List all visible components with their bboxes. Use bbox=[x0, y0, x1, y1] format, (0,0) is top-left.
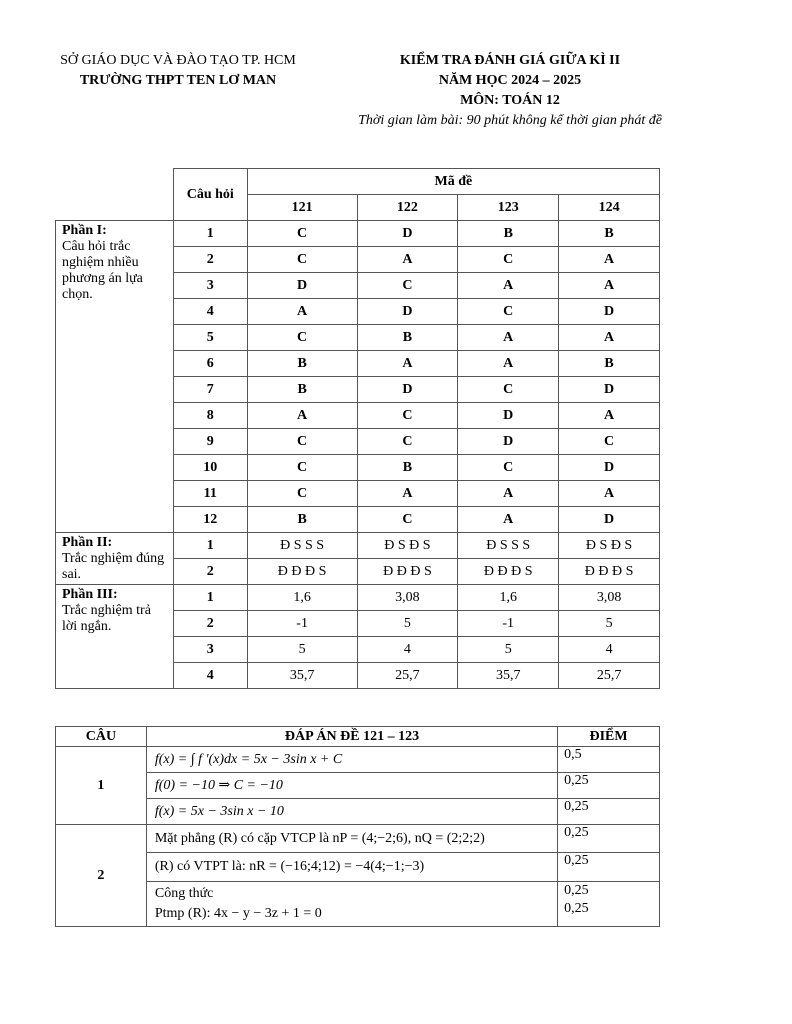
answer-cell: C bbox=[357, 273, 458, 299]
solution-step bbox=[146, 747, 557, 773]
question-number: 2 bbox=[173, 559, 247, 585]
solution-table bbox=[55, 726, 660, 927]
answer-cell: C bbox=[357, 429, 458, 455]
answer-cell: C bbox=[247, 455, 357, 481]
question-number: 4 bbox=[173, 299, 247, 325]
answer-cell: B bbox=[357, 455, 458, 481]
answer-cell: D bbox=[458, 429, 559, 455]
question-header: Câu hỏi bbox=[173, 169, 247, 221]
question-number: 1 bbox=[173, 585, 247, 611]
answer-cell: 5 bbox=[357, 611, 458, 637]
answer-cell: D bbox=[357, 221, 458, 247]
answer-cell: 5 bbox=[559, 611, 660, 637]
section-description: Câu hỏi trắc nghiệm nhiều phương án lựa chọn. bbox=[62, 239, 143, 302]
question-number: 8 bbox=[173, 403, 247, 429]
time-limit: Thời gian làm bài: 90 phút không kể thời gian phát đề bbox=[358, 113, 662, 128]
step-points: 0,25 bbox=[558, 799, 660, 825]
col-answer-header: ĐÁP ÁN ĐỀ 121 – 123 bbox=[146, 727, 557, 747]
answer-cell: D bbox=[247, 273, 357, 299]
answer-cell: A bbox=[247, 299, 357, 325]
answer-cell: A bbox=[458, 325, 559, 351]
section-label bbox=[56, 585, 174, 689]
answer-cell: 35,7 bbox=[247, 663, 357, 689]
answer-cell: C bbox=[247, 247, 357, 273]
step-points: 0,5 bbox=[558, 747, 660, 773]
step-points: 0,25 bbox=[558, 773, 660, 799]
answer-cell: 1,6 bbox=[458, 585, 559, 611]
question-number: 7 bbox=[173, 377, 247, 403]
question-number: 6 bbox=[173, 351, 247, 377]
answer-cell: C bbox=[247, 325, 357, 351]
answer-row bbox=[56, 585, 660, 611]
school-year: NĂM HỌC 2024 – 2025 bbox=[438, 73, 582, 88]
question-number: 2 bbox=[56, 825, 147, 927]
solution-row bbox=[56, 853, 660, 882]
section-label bbox=[56, 221, 174, 533]
answer-cell: B bbox=[247, 507, 357, 533]
answer-cell: A bbox=[458, 481, 559, 507]
answer-cell: A bbox=[458, 351, 559, 377]
school-name: TRƯỜNG THPT TEN LƠ MAN bbox=[79, 73, 277, 88]
exam-code-header: Mã đề bbox=[247, 169, 659, 195]
question-number: 9 bbox=[173, 429, 247, 455]
math-expression: f(x) = ∫ f ′(x)dx = 5x − 3sin x + C bbox=[154, 751, 343, 767]
question-number: 3 bbox=[173, 273, 247, 299]
plane-equation: Ptmp (R): 4x − y − 3z + 1 = 0 bbox=[154, 906, 322, 921]
answer-cell: C bbox=[458, 247, 559, 273]
answer-cell: D bbox=[357, 377, 458, 403]
answer-cell: 4 bbox=[357, 637, 458, 663]
answer-cell: 1,6 bbox=[247, 585, 357, 611]
answer-cell: C bbox=[247, 481, 357, 507]
answer-cell: C bbox=[357, 403, 458, 429]
section-title: Phần I: bbox=[62, 223, 107, 238]
math-expression: Mặt phẳng (R) có cặp VTCP là nP = (4;−2;6), nQ = (2;2;2) bbox=[154, 830, 485, 846]
answer-cell: 5 bbox=[458, 637, 559, 663]
answer-cell: 3,08 bbox=[357, 585, 458, 611]
solution-step bbox=[146, 853, 557, 882]
answer-cell: B bbox=[247, 351, 357, 377]
solution-row bbox=[56, 799, 660, 825]
question-number: 10 bbox=[173, 455, 247, 481]
header-left bbox=[28, 51, 328, 91]
subject: MÔN: TOÁN 12 bbox=[460, 93, 560, 108]
math-expression: f(0) = −10 ⇒ C = −10 bbox=[154, 778, 283, 793]
answer-cell: Đ Đ Đ S bbox=[247, 559, 357, 585]
answer-cell: C bbox=[458, 299, 559, 325]
solution-header-row bbox=[56, 727, 660, 747]
section-title: Phần III: bbox=[62, 587, 118, 602]
step-points: 0,25 bbox=[558, 853, 660, 882]
answer-cell: A bbox=[559, 273, 660, 299]
exam-title: KIỂM TRA ĐÁNH GIÁ GIỮA KÌ II bbox=[399, 53, 621, 68]
answer-cell: B bbox=[357, 325, 458, 351]
formula-label: Công thức bbox=[154, 886, 214, 901]
question-number: 11 bbox=[173, 481, 247, 507]
answer-cell: C bbox=[247, 429, 357, 455]
header-right bbox=[330, 51, 690, 131]
empty-corner bbox=[56, 169, 174, 221]
answer-cell: A bbox=[357, 481, 458, 507]
answer-cell: D bbox=[458, 403, 559, 429]
answer-cell: Đ Đ Đ S bbox=[458, 559, 559, 585]
answer-cell: D bbox=[559, 299, 660, 325]
answer-cell: C bbox=[247, 221, 357, 247]
step-points: 0,25 bbox=[564, 883, 589, 898]
section-description: Trắc nghiệm trả lời ngắn. bbox=[62, 603, 151, 634]
answer-cell: A bbox=[559, 325, 660, 351]
answer-cell: D bbox=[559, 507, 660, 533]
answer-cell: -1 bbox=[247, 611, 357, 637]
col-points-header: ĐIỂM bbox=[558, 727, 660, 747]
answer-cell: B bbox=[559, 221, 660, 247]
answer-cell: A bbox=[559, 481, 660, 507]
answer-cell: Đ S Đ S bbox=[357, 533, 458, 559]
answer-cell: A bbox=[559, 403, 660, 429]
section-description: Trắc nghiệm đúng sai. bbox=[62, 551, 165, 582]
answer-cell: A bbox=[357, 351, 458, 377]
answer-cell: A bbox=[458, 273, 559, 299]
answer-cell: 35,7 bbox=[458, 663, 559, 689]
question-number: 3 bbox=[173, 637, 247, 663]
section-title: Phần II: bbox=[62, 535, 113, 550]
answer-cell: A bbox=[458, 507, 559, 533]
math-expression: (R) có VTPT là: nR = (−16;4;12) = −4(4;−1;−3) bbox=[154, 859, 425, 874]
exam-code: 121 bbox=[247, 195, 357, 221]
solution-step bbox=[146, 773, 557, 799]
answer-cell: C bbox=[458, 455, 559, 481]
answer-cell: A bbox=[357, 247, 458, 273]
step-points: 0,25 bbox=[564, 901, 589, 916]
question-number: 1 bbox=[56, 747, 147, 825]
answer-cell: 3,08 bbox=[559, 585, 660, 611]
answer-row bbox=[56, 221, 660, 247]
answer-row bbox=[56, 533, 660, 559]
solution-step bbox=[146, 799, 557, 825]
answer-cell: D bbox=[357, 299, 458, 325]
math-expression: f(x) = 5x − 3sin x − 10 bbox=[154, 803, 284, 819]
question-number: 1 bbox=[173, 533, 247, 559]
answer-cell: Đ Đ Đ S bbox=[559, 559, 660, 585]
step-points bbox=[558, 882, 660, 927]
answer-cell: A bbox=[247, 403, 357, 429]
answer-cell: C bbox=[559, 429, 660, 455]
answer-cell: A bbox=[559, 247, 660, 273]
step-points: 0,25 bbox=[558, 825, 660, 853]
question-number: 2 bbox=[173, 611, 247, 637]
question-number: 1 bbox=[173, 221, 247, 247]
answer-cell: B bbox=[458, 221, 559, 247]
section-label bbox=[56, 533, 174, 585]
answer-cell: 25,7 bbox=[357, 663, 458, 689]
solution-step bbox=[146, 882, 557, 927]
answer-key-table bbox=[55, 168, 660, 689]
answer-cell: 4 bbox=[559, 637, 660, 663]
answer-cell: Đ S S S bbox=[247, 533, 357, 559]
exam-code: 124 bbox=[559, 195, 660, 221]
question-number: 2 bbox=[173, 247, 247, 273]
answer-cell: -1 bbox=[458, 611, 559, 637]
question-number: 4 bbox=[173, 663, 247, 689]
solution-row bbox=[56, 747, 660, 773]
answer-cell: C bbox=[458, 377, 559, 403]
solution-row bbox=[56, 773, 660, 799]
exam-code: 123 bbox=[458, 195, 559, 221]
question-number: 5 bbox=[173, 325, 247, 351]
answer-cell: D bbox=[559, 455, 660, 481]
col-cau-header: CÂU bbox=[56, 727, 147, 747]
solution-row bbox=[56, 825, 660, 853]
answer-cell: Đ Đ Đ S bbox=[357, 559, 458, 585]
answer-cell: D bbox=[559, 377, 660, 403]
answer-cell: 25,7 bbox=[559, 663, 660, 689]
solution-step bbox=[146, 825, 557, 853]
answer-cell: B bbox=[559, 351, 660, 377]
exam-code: 122 bbox=[357, 195, 458, 221]
answer-cell: Đ S Đ S bbox=[559, 533, 660, 559]
answer-header-row bbox=[56, 169, 660, 195]
department-name: SỞ GIÁO DỤC VÀ ĐÀO TẠO TP. HCM bbox=[60, 53, 296, 68]
answer-cell: Đ S S S bbox=[458, 533, 559, 559]
question-number: 12 bbox=[173, 507, 247, 533]
answer-cell: 5 bbox=[247, 637, 357, 663]
answer-cell: B bbox=[247, 377, 357, 403]
answer-cell: C bbox=[357, 507, 458, 533]
solution-row bbox=[56, 882, 660, 927]
